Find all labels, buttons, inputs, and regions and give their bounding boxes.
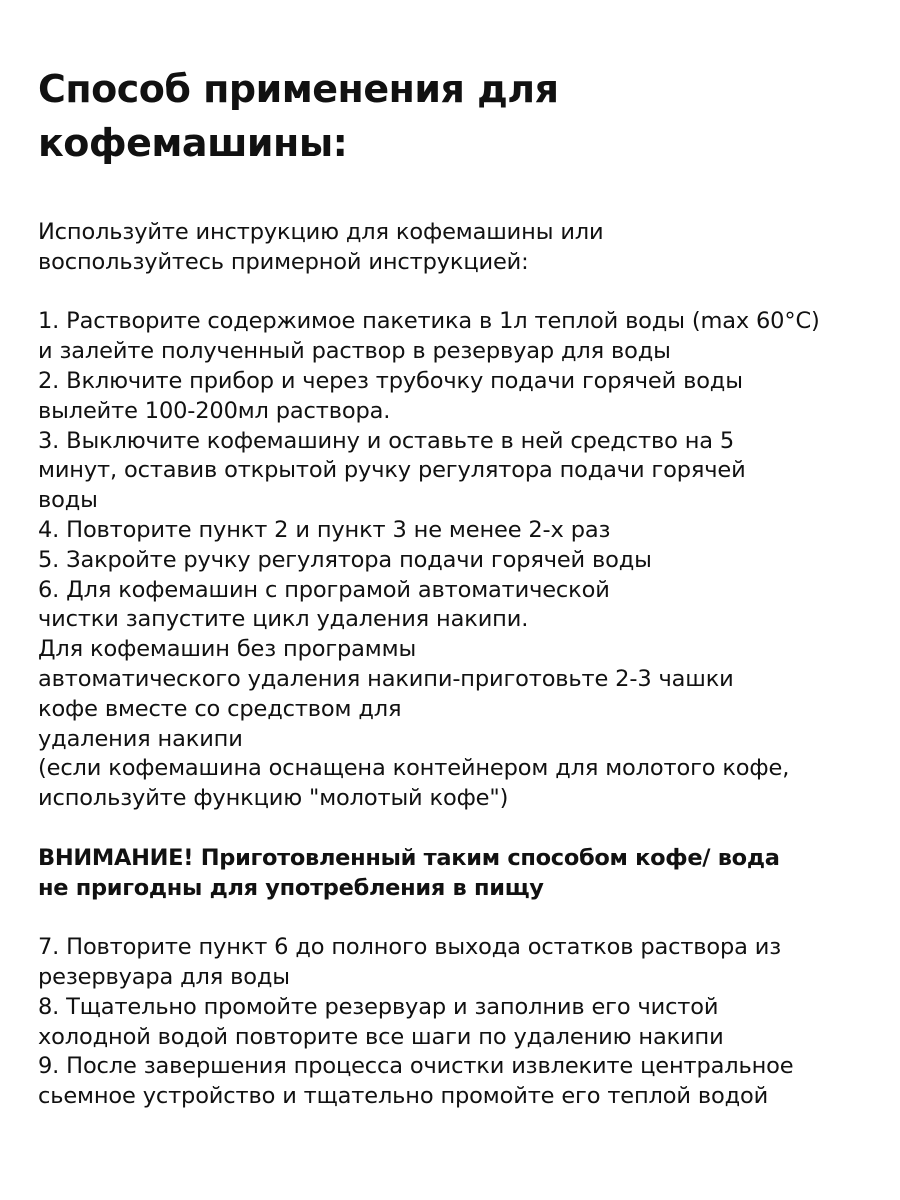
final-step-line: 9. После завершения процесса очистки извлеките центральное <box>38 1053 794 1080</box>
step-line: 5. Закройте ручку регулятора подачи горячей воды <box>38 546 652 573</box>
steps-list <box>38 307 878 814</box>
page-title-line: Способ применения для <box>38 67 559 111</box>
final-steps-list <box>38 933 878 1112</box>
intro-line: воспользуйтесь примерной инструкцией: <box>38 248 529 275</box>
step-line: автоматического удаления накипи-приготовьте 2-3 чашки <box>38 665 734 692</box>
warning-notice <box>38 844 878 904</box>
final-step-line: холодной водой повторите все шаги по удалению накипи <box>38 1023 724 1050</box>
step-line: 4. Повторите пункт 2 и пункт 3 не менее 2-х раз <box>38 516 611 543</box>
step-line: кофе вместе со средством для <box>38 695 402 722</box>
warning-line: не пригодны для употребления в пищу <box>38 874 544 901</box>
intro-line: Используйте инструкцию для кофемашины или <box>38 219 604 245</box>
step-line: 3. Выключите кофемашину и оставьте в ней средство на 5 <box>38 427 735 454</box>
step-line: чистки запустите цикл удаления накипи. <box>38 606 529 633</box>
step-line: вылейте 100-200мл раствора. <box>38 397 391 424</box>
step-line: воды <box>38 487 98 514</box>
step-line: минут, оставив открытой ручку регулятора подачи горячей <box>38 457 746 484</box>
final-step-line: 7. Повторите пункт 6 до полного выхода остатков раствора из <box>38 934 782 961</box>
final-step-line: резервуара для воды <box>38 963 290 990</box>
intro-paragraph <box>38 218 878 278</box>
final-step-line: 8. Тщательно промойте резервуар и заполнив его чистой <box>38 993 719 1020</box>
step-line: удаления накипи <box>38 725 243 752</box>
step-line: Для кофемашин без программы <box>38 636 417 663</box>
warning-line: ВНИМАНИЕ! Приготовленный таким способом кофе/ вода <box>38 844 780 871</box>
page-title-line: кофемашины: <box>38 121 348 165</box>
step-line: 2. Включите прибор и через трубочку подачи горячей воды <box>38 367 743 394</box>
step-line: используйте функцию "молотый кофе") <box>38 785 509 812</box>
step-line: (если кофемашина оснащена контейнером для молотого кофе, <box>38 755 790 782</box>
page-title <box>38 62 878 170</box>
step-line: 1. Растворите содержимое пакетика в 1л теплой воды (max 60°C) <box>38 308 820 335</box>
step-line: 6. Для кофемашин с програмой автоматической <box>38 576 610 603</box>
step-line: и залейте полученный раствор в резервуар для воды <box>38 338 671 365</box>
final-step-line: сьемное устройство и тщательно промойте его теплой водой <box>38 1083 769 1110</box>
instruction-page <box>38 62 878 1112</box>
